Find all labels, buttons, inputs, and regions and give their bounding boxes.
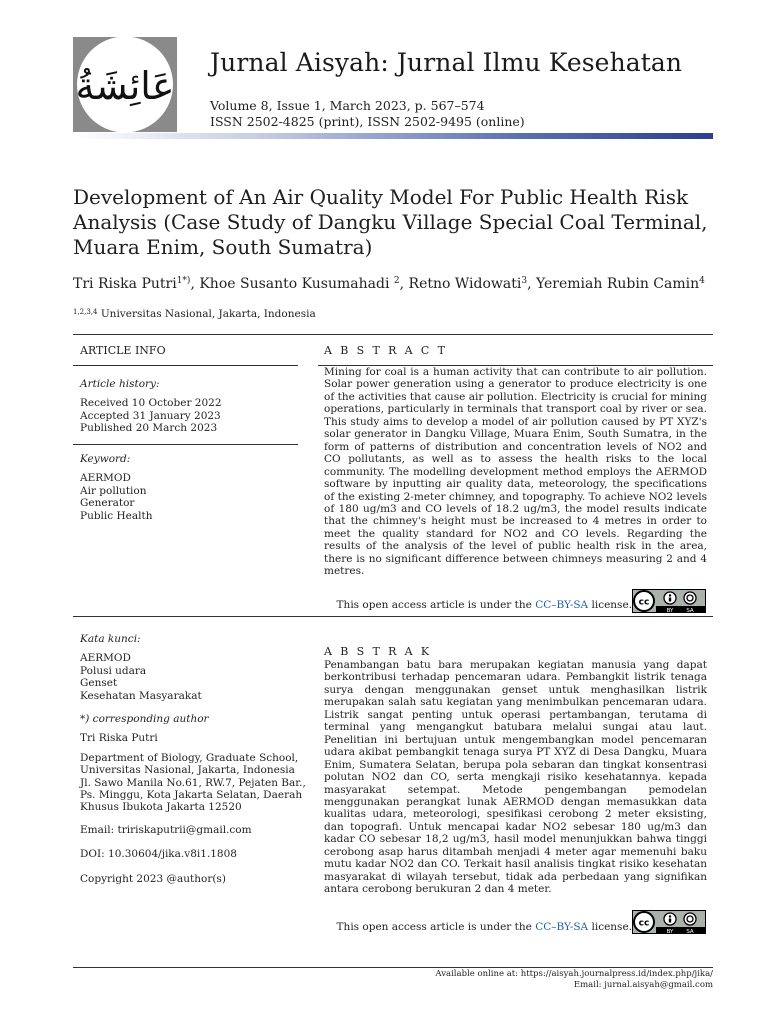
logo-calligraphy: عَائِشَةُ xyxy=(75,64,175,108)
share-alike-icon xyxy=(684,592,696,604)
author-name: Tri Riska Putri xyxy=(73,276,177,292)
abstract-heading: A B S T R A C T xyxy=(324,344,448,357)
license-line xyxy=(337,921,632,933)
keyword-label: Keyword: xyxy=(80,453,131,465)
history-published: Published 20 March 2023 xyxy=(80,422,218,435)
license-link[interactable]: CC–BY-SA xyxy=(535,599,589,611)
kata-kunci-item: AERMOD xyxy=(80,652,131,665)
copyright: Copyright 2023 @author(s) xyxy=(80,872,226,885)
license-line xyxy=(337,599,632,611)
kata-kunci xyxy=(80,633,202,702)
author-sup: 1*) xyxy=(176,276,191,286)
author-sep: , xyxy=(399,276,409,292)
footer-email[interactable]: Email: jurnal.aisyah@gmail.com xyxy=(573,980,713,990)
journal-logo xyxy=(73,37,177,132)
kata-kunci-label: Kata kunci: xyxy=(80,633,141,645)
cc-text: cc xyxy=(638,597,650,608)
author-sup: 3 xyxy=(521,276,528,286)
address-line: Jl. Sawo Manila No.61, RW.7, Pejaten Bar., xyxy=(80,776,306,789)
journal-title: Jurnal Aisyah: Jurnal Ilmu Kesehatan xyxy=(210,48,683,77)
corresponding-name: Tri Riska Putri xyxy=(80,732,158,745)
license-prefix: This open access article is under the xyxy=(336,921,536,933)
affiliation-sup: 1,2,3,4 xyxy=(73,308,98,316)
article-history xyxy=(80,378,222,435)
address-line: Ps. Minggu, Kota Jakarta Selatan, Daerah xyxy=(80,788,303,801)
divider xyxy=(73,334,713,335)
keyword-item: Air pollution xyxy=(80,484,147,497)
affiliation-text: Universitas Nasional, Jakarta, Indonesia xyxy=(97,308,316,320)
corresponding-label: *) corresponding author xyxy=(80,713,209,725)
article-info-heading: ARTICLE INFO xyxy=(80,344,166,357)
doi: DOI: 10.30604/jika.v8i1.1808 xyxy=(80,848,237,861)
divider xyxy=(73,616,713,617)
history-received: Received 10 October 2022 xyxy=(80,397,222,410)
keyword-item: AERMOD xyxy=(80,472,131,485)
history-accepted: Accepted 31 January 2023 xyxy=(80,409,221,422)
cc-by-sa-badge[interactable] xyxy=(632,910,706,934)
license-suffix: license. xyxy=(588,921,632,933)
footer-divider xyxy=(73,967,713,968)
cc-text: cc xyxy=(638,918,650,929)
corresponding-email: Email: tririskaputrii@gmail.com xyxy=(80,823,252,836)
author-list xyxy=(73,276,705,292)
author-name: Khoe Susanto Kusumahadi xyxy=(199,276,394,292)
author-sup: 2 xyxy=(393,276,400,286)
divider xyxy=(73,444,298,445)
address-line: Khusus Ibukota Jakarta 12520 xyxy=(80,801,242,814)
by-text: BY xyxy=(666,929,674,934)
volume-line: Volume 8, Issue 1, March 2023, p. 567–574 xyxy=(210,98,485,113)
keywords xyxy=(80,453,152,522)
divider xyxy=(73,365,298,366)
affiliation xyxy=(73,308,316,320)
author-sep: , xyxy=(190,276,200,292)
issn-line: ISSN 2502-4825 (print), ISSN 2502-9495 (online) xyxy=(210,114,525,129)
abstract-text: Mining for coal is a human activity that can contribute to air pollution. Solar power generation using a generator to produce electricity is one of the activities that cause air pollution. Electricity is crucial for mining operations, particularly in terminals that transport coal by river or sea. This study aims to develop a model of air pollution caused by PT XYZ's solar generator in Dangku Village, Muara Enim, South Sumatra, in the form of patterns of distribution and concentration levels of NO2 and CO pollutants, as well as to assess the health risks to the local community. The modelling development method employs the AERMOD software by inputting air quality data, meteorology, the specifications of the existing 2-meter chimney, and topography. To achieve NO2 levels of 180 ug/m3 and CO levels of 18.2 ug/m3, the model results indicate that the chimney's height must be increased to 4 metres in order to meet the quality standard for NO2 and CO levels. Regarding the results of the analysis of the level of public health risk in the area, there is no significant difference between chimneys measuring 2 and 4 metres. xyxy=(324,366,707,578)
abstrak-text: Penambangan batu bara merupakan kegiatan manusia yang dapat berkontribusi terhadap pencemaran udara. Pembangkit listrik tenaga surya dengan menggunakan genset untuk menghasilkan listrik merupakan salah satu kegiatan yang menimbulkan pencemaran udara. Listrik sangat penting untuk operasi pertambangan, terutama di terminal yang mengangkut batubara melalui sungai atau laut. Penelitian ini bertujuan untuk mengembangkan model pencemaran udara akibat pembangkit tenaga surya PT XYZ di Desa Dangku, Muara Enim, Sumatera Selatan, berupa pola sebaran dan tingkat konsentrasi polutan NO2 dan CO, serta mengkaji risiko kesehatannya. kepada masyarakat setempat. Metode pengembangan pemodelan menggunakan perangkat lunak AERMOD dengan memasukkan data kualitas udara, meteorologi, spesifikasi cerobong 2 meter eksisting, dan topografi. Untuk mencapai kadar NO2 sebesar 180 ug/m3 dan kadar CO sebesar 18,2 ug/m3, hasil model menunjukkan bahwa tinggi cerobong asap harus ditambah menjadi 4 meter agar memenuhi baku mutu kadar NO2 dan CO. Terkait hasil analisis tingkat risiko kesehatan masyarakat di wilayah tersebut, tidak ada perbedaan yang signifikan antara cerobong berukuran 2 dan 4 meter. xyxy=(324,659,707,896)
kata-kunci-item: Genset xyxy=(80,677,118,690)
keyword-item: Public Health xyxy=(80,509,153,522)
share-alike-icon xyxy=(684,913,696,925)
keyword-item: Generator xyxy=(80,497,135,510)
sa-text: SA xyxy=(686,929,694,934)
by-text: BY xyxy=(666,608,674,613)
license-prefix: This open access article is under the xyxy=(336,599,536,611)
article-title: Development of An Air Quality Model For Public Health Risk Analysis (Case Study of Dangku Village Special Coal Terminal, Muara Enim, South Sumatra) xyxy=(73,185,708,259)
author-sup: 4 xyxy=(699,276,705,286)
abstrak-heading: A B S T R A K xyxy=(324,645,432,658)
address-line: Universitas Nasional, Jakarta, Indonesia xyxy=(80,764,295,777)
cc-by-sa-badge[interactable] xyxy=(632,589,706,613)
header-gradient-bar xyxy=(73,133,713,139)
license-link[interactable]: CC–BY-SA xyxy=(535,921,589,933)
kata-kunci-item: Kesehatan Masyarakat xyxy=(80,689,202,702)
license-suffix: license. xyxy=(588,599,632,611)
kata-kunci-item: Polusi udara xyxy=(80,664,147,677)
author-name: Retno Widowati xyxy=(408,276,522,292)
sa-text: SA xyxy=(686,608,694,613)
history-label: Article history: xyxy=(80,378,160,390)
address-line: Department of Biology, Graduate School, xyxy=(80,751,299,764)
corresponding-author xyxy=(80,713,306,885)
author-name: Yeremiah Rubin Camin xyxy=(535,276,700,292)
author-sep: , xyxy=(527,276,536,292)
footer-available[interactable]: Available online at: https://aisyah.journalpress.id/index.php/jika/ xyxy=(435,969,713,979)
